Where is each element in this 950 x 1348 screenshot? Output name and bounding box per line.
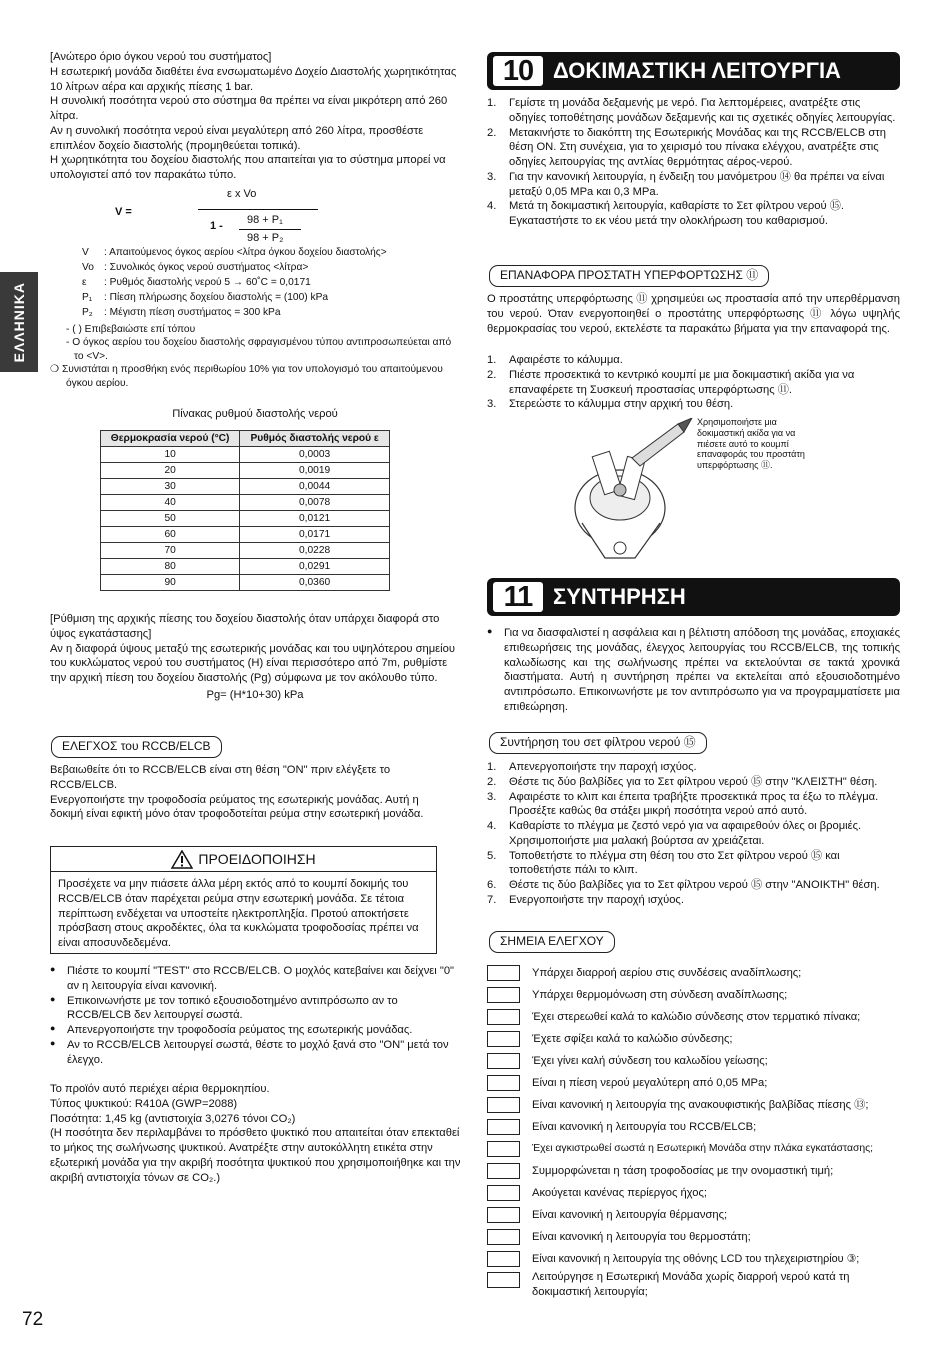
pressure-heading: [Ρύθμιση της αρχικής πίεσης του δοχείου διαστολής όταν υπάρχει διαφορά στο ύψος εγκατάστασης] <box>50 613 440 640</box>
legend-key: P₂ <box>82 307 93 318</box>
formula-fraction-line <box>198 209 318 210</box>
section-11-header <box>487 578 900 616</box>
language-tab <box>0 272 38 372</box>
cell: 0,0044 <box>240 479 390 495</box>
rccb-paragraph: Ενεργοποιήστε την τροφοδοσία ρεύματος της εσωτερικής μονάδας. Αυτή η δοκιμή είναι εφικτή μόνο όταν τροφοδοτείται ρεύμα στην εσωτερική μονάδα. <box>50 793 424 821</box>
legend-desc: : Συνολικός όγκος νερού συστήματος <λίτρα> <box>104 262 309 273</box>
formula-inner-top: 98 + P₁ <box>247 214 283 226</box>
intro-paragraph: Η συνολική ποσότητα νερού στο σύστημα θα πρέπει να είναι μικρότερη από 260 λίτρα. <box>50 95 448 123</box>
section-number: 10 <box>493 56 543 86</box>
refrigerant-line: Τύπος ψυκτικού: R410A (GWP=2088) <box>50 1097 238 1110</box>
warning-triangle-icon <box>171 850 193 869</box>
cell: 0,0078 <box>240 495 390 511</box>
list-item <box>487 368 900 398</box>
step-number: 3. <box>487 790 497 803</box>
expansion-formula <box>115 187 345 247</box>
table-row <box>101 527 390 543</box>
check-label: Έχει στερεωθεί καλά το καλώδιο σύνδεσης στον τερματικό πίνακα; <box>532 1010 861 1023</box>
step-number: 1. <box>487 354 497 366</box>
check-row <box>487 1072 907 1094</box>
list-item <box>487 397 900 412</box>
list-item <box>487 199 900 229</box>
list-item <box>487 760 900 775</box>
checkbox[interactable] <box>487 1272 520 1288</box>
check-label: Έχει γίνει καλή σύνδεση του καλωδίου γείωσης; <box>532 1054 768 1067</box>
check-label: Υπάρχει θερμομόνωση στη σύνδεση αναδίπλωσης; <box>532 988 788 1001</box>
test-run-steps <box>487 96 900 229</box>
check-row <box>487 1138 907 1160</box>
list-item: ● Επικοινωνήστε με τον τοπικό εξουσιοδοτημένο αντιπρόσωπο αν το RCCB/ELCB δεν λειτουργεί σωστά. <box>50 994 460 1024</box>
step-text: Γεμίστε τη μονάδα δεξαμενής με νερό. Για λεπτομέρειες, ανατρέξτε στις οδηγίες τοποθέτησης μονάδων δεξαμενής και τις σχετικές οδηγίες λειτουργίας. <box>509 97 896 124</box>
step-text: Απενεργοποιήστε την παροχή ισχύος. <box>509 761 697 773</box>
note: ❍ Συνιστάται η προσθήκη ενός περιθωρίου 10% για τον υπολογισμό του απαιτούμενου όγκου αερίου. <box>50 364 443 389</box>
cell: 90 <box>101 575 240 591</box>
checkbox[interactable] <box>487 1251 520 1267</box>
pressure-paragraph: Αν η διαφορά ύψους μεταξύ της εσωτερικής μονάδας και του υψηλότερου σημείου του κυκλώματος νερού του συστήματος (H) είναι περισσότερο από 7m, ρυθμίστε την αρχική πίεση του δοχείου διαστολής (Pg) σύμφωνα με τον ακόλουθο τύπο. <box>50 642 455 685</box>
step-number: 2. <box>487 775 497 788</box>
check-row <box>487 1160 907 1182</box>
check-row <box>487 1006 907 1028</box>
rccb-check-text <box>50 763 440 822</box>
check-label: Είναι κανονική η λειτουργία του θερμοστάτη; <box>532 1230 751 1243</box>
checkbox[interactable] <box>487 1207 520 1223</box>
section-title: ΣΥΝΤΗΡΗΣΗ <box>553 584 686 610</box>
cell: 40 <box>101 495 240 511</box>
column-header: Θερμοκρασία νερού (°C) <box>101 431 240 447</box>
list-item <box>487 170 900 200</box>
check-label: Έχει αγκιστρωθεί σωστά η Εσωτερική Μονάδα στην πλάκα εγκατάστασης; <box>532 1143 874 1155</box>
list-item <box>487 96 900 126</box>
formula-one-minus: 1 - <box>210 220 223 232</box>
list-item: ● Απενεργοποιήστε την τροφοδοσία ρεύματος της εσωτερικής μονάδας. <box>50 1023 460 1038</box>
check-label: Ακούγεται κανένας περίεργος ήχος; <box>532 1186 707 1199</box>
step-text: Καθαρίστε το πλέγμα με ζεστό νερό για να αφαιρεθούν όλες οι βρομιές. Χρησιμοποιήστε μια μαλακή βούρτσα αν χρειάζεται. <box>509 820 862 847</box>
check-label: Έχετε σφίξει καλά το καλώδιο σύνδεσης; <box>532 1032 733 1045</box>
table-row <box>101 575 390 591</box>
page-number: 72 <box>22 1309 44 1330</box>
intro-paragraph: Η εσωτερική μονάδα διαθέτει ένα ενσωματωμένο Δοχείο Διαστολής χωρητικότητας 10 λίτρων αέρα και αρχικής πίεσης 1 bar. <box>50 65 457 93</box>
check-label: Συμμορφώνεται η τάση τροφοδοσίας με την ονομαστική τιμή; <box>532 1164 834 1177</box>
table-row <box>101 543 390 559</box>
check-row <box>487 1270 907 1300</box>
expansion-rate-table <box>100 430 390 591</box>
list-item <box>487 775 900 790</box>
formula-inner-bottom: 98 + P₂ <box>247 232 284 244</box>
check-row <box>487 962 907 984</box>
step-text: Ενεργοποιήστε την παροχή ισχύος. <box>509 894 684 907</box>
list-item <box>487 849 900 879</box>
check-row <box>487 1028 907 1050</box>
cell: 0,0291 <box>240 559 390 575</box>
step-text: Αφαιρέστε το κάλυμμα. <box>509 354 623 366</box>
formula-inner-line <box>239 229 301 230</box>
step-text: Για την κανονική λειτουργία, η ένδειξη του μανόμετρου ⑭ θα πρέπει να είναι μεταξύ 0,05 MPa και 0,3 MPa. <box>509 170 885 198</box>
step-number: 7. <box>487 894 497 907</box>
step-text: Στερεώστε το κάλυμμα στην αρχική του θέση. <box>509 398 734 411</box>
step-text: Τοποθετήστε το πλέγμα στη θέση του στο Σετ φίλτρου νερού ⑮ και τοποθετήστε πάλι το κλιπ. <box>509 849 840 877</box>
checkbox[interactable] <box>487 1119 520 1135</box>
list-item: ● Αν το RCCB/ELCB λειτουργεί σωστά, θέστε το μοχλό ξανά στο "ON" μετά τον έλεγχο. <box>50 1038 460 1068</box>
legend-row <box>82 246 387 261</box>
checkbox[interactable] <box>487 1163 520 1179</box>
pg-formula: Pg= (H*10+30) kPa <box>206 688 304 701</box>
check-row <box>487 984 907 1006</box>
list-item <box>487 353 900 368</box>
filter-maintenance-title: Συντήρηση του σετ φίλτρου νερού ⑮ <box>489 732 707 754</box>
cell: 0,0228 <box>240 543 390 559</box>
check-row <box>487 1226 907 1248</box>
check-label: Υπάρχει διαρροή αερίου στις συνδέσεις αναδίπλωσης; <box>532 966 802 979</box>
step-number: 4. <box>487 820 497 833</box>
formula-numerator: ε x Vo <box>227 188 257 200</box>
formula-v: V = <box>115 206 132 218</box>
list-item <box>487 790 900 820</box>
check-points-list <box>487 962 907 1300</box>
check-row <box>487 1248 907 1270</box>
section-10-header <box>487 52 900 90</box>
legend-key: Vo <box>82 262 94 273</box>
cell: 0,0171 <box>240 527 390 543</box>
table-row <box>101 559 390 575</box>
note: - Ο όγκος αερίου του δοχείου διαστολής σφραγισμένου τύπου αντιπροσωπεύεται από το <V>. <box>66 337 452 362</box>
checkbox[interactable] <box>487 1009 520 1025</box>
pressure-setting <box>50 612 460 703</box>
formula-notes <box>50 323 456 390</box>
step-text: Αφαιρέστε το κλιπ και έπειτα τραβήξτε προσεκτικά προς τα έξω το πλέγμα. Προσέξτε καθώς θα στάξει μικρή ποσότητα νερού από αυτό. <box>509 790 879 818</box>
step-number: 2. <box>487 126 497 139</box>
table-row <box>101 463 390 479</box>
intro-paragraph: Η χωρητικότητα του δοχείου διαστολής που απαιτείται για το σύστημα μπορεί να υπολογιστεί από τον παρακάτω τύπο. <box>50 154 446 182</box>
step-number: 5. <box>487 849 497 862</box>
rccb-paragraph: Βεβαιωθείτε ότι το RCCB/ELCB είναι στη θέση "ON" πριν ελέγξετε το RCCB/ELCB. <box>50 764 391 791</box>
step-number: 3. <box>487 398 497 411</box>
step-text: Θέστε τις δύο βαλβίδες για το Σετ φίλτρου νερού ⑮ στην "ΚΛΕΙΣΤΗ" θέση. <box>509 775 878 788</box>
refrigerant-line: Ποσότητα: 1,45 kg (αντιστοιχία 3,0276 τόνοι CO₂) <box>50 1112 296 1125</box>
legend-row <box>82 276 387 291</box>
legend-desc: : Ρυθμός διαστολής νερού 5 → 60˚C = 0,0171 <box>104 277 311 288</box>
note: - ( ) Επιβεβαιώστε επί τόπου <box>66 324 196 335</box>
checkbox[interactable] <box>487 987 520 1003</box>
table-row <box>101 447 390 463</box>
checkbox[interactable] <box>487 965 520 981</box>
legend-desc: : Απαιτούμενος όγκος αερίου <λίτρα όγκου δοχείου διαστολής> <box>104 247 387 258</box>
legend-row <box>82 291 387 306</box>
cell: 20 <box>101 463 240 479</box>
overload-protector-illustration <box>560 418 700 568</box>
refrigerant-info <box>50 1082 462 1185</box>
cell: 30 <box>101 479 240 495</box>
table-row <box>101 511 390 527</box>
step-number: 1. <box>487 761 497 773</box>
list-item <box>487 819 900 849</box>
step-text: Μετακινήστε το διακόπτη της Εσωτερικής Μονάδας και της RCCB/ELCB στη θέση ON. Στη συνέχεια, για το χειρισμό του πίνακα ελέγχου, ανατρέξτε στις οδηγίες λειτουργίας της αντλίας θερμότητας αέρος-νερού. <box>509 126 886 169</box>
warning-text: Προσέχετε να μην πιάσετε άλλα μέρη εκτός από το κουμπί δοκιμής του RCCB/ELCB όταν παρέχεται ρεύμα στην εσωτερική μονάδα. Σε τέτοια περίπτωση ενδέχεται να υποστείτε ηλεκτροπληξία. Προτού αποκτήσετε πρόσβαση στους ακροδέκτες, όλα τα κυκλώματα τροφοδοσίας πρέπει να είναι αποσυνδεδεμένα. <box>58 878 419 950</box>
cell: 0,0360 <box>240 575 390 591</box>
intro-heading: [Ανώτερο όριο όγκου νερού του συστήματος] <box>50 51 272 63</box>
checkbox[interactable] <box>487 1185 520 1201</box>
intro-paragraph: Αν η συνολική ποσότητα νερού είναι μεγαλύτερη από 260 λίτρα, προσθέστε επιπλέον δοχείο διαστολής (προμηθεύεται τοπικά). <box>50 124 424 152</box>
warning-header <box>51 847 436 872</box>
overload-reset-title: ΕΠΑΝΑΦΟΡΑ ΠΡΟΣΤΑΤΗ ΥΠΕΡΦΟΡΤΩΣΗΣ ⑪ <box>489 265 769 287</box>
step-text: Μετά τη δοκιμαστική λειτουργία, καθαρίστε το Σετ φίλτρου νερού ⑮. Εγκαταστήστε το εκ νέου μετά την ολοκλήρωση του καθαρισμού. <box>509 200 845 228</box>
overload-reset-text: Ο προστάτης υπερφόρτωσης ⑪ χρησιμεύει ως προστασία από την υπερθέρμανση του νερού. Όταν ενεργοποιηθεί ο προστάτης υπερφόρτωσης ⑪ λόγω υψηλής θερμοκρασίας του νερού, εκτελέστε τα παρακάτω βήματα για την επαναφορά της. <box>487 293 900 335</box>
step-number: 4. <box>487 200 497 213</box>
maintenance-list <box>487 626 900 715</box>
legend-key: V <box>82 247 89 258</box>
step-text: Θέστε τις δύο βαλβίδες για το Σετ φίλτρου νερού ⑮ στην "ΑΝΟΙΚΤΗ" θέση. <box>509 879 880 892</box>
cell: 80 <box>101 559 240 575</box>
refrigerant-line: (Η ποσότητα δεν περιλαμβάνει το πρόσθετο ψυκτικό που απαιτείται όταν επεκταθεί το μήκος της σωλήνωσης ψυκτικού. Ανατρέξτε στην αυτοκόλλητη ετικέτα στην εξωτερική μονάδα για την ακριβή ποσότητα ψυκτικού που χρησιμοποιήθηκε και την ακριβή αντιστοιχία τόνων σε CO₂.) <box>50 1127 461 1184</box>
check-row <box>487 1116 907 1138</box>
legend-key: P₁ <box>82 292 93 303</box>
check-label: Είναι κανονική η λειτουργία της ανακουφιστικής βαλβίδας πίεσης ⑬; <box>532 1098 869 1111</box>
cell: 70 <box>101 543 240 559</box>
checkbox[interactable] <box>487 1031 520 1047</box>
step-number: 2. <box>487 368 497 381</box>
rccb-test-list <box>50 964 460 1067</box>
cell: 0,0019 <box>240 463 390 479</box>
check-row <box>487 1182 907 1204</box>
refrigerant-line: Το προϊόν αυτό περιέχει αέρια θερμοκηπίου. <box>50 1083 270 1095</box>
check-row <box>487 1204 907 1226</box>
list-item: ● Πιέστε το κουμπί "TEST" στο RCCB/ELCB. Ο μοχλός κατεβαίνει και δείχνει "0" αν η λειτουργία είναι κανονική. <box>50 964 460 994</box>
check-label: Είναι η πίεση νερού μεγαλύτερη από 0,05 MPa; <box>532 1076 768 1089</box>
legend-desc: : Μέγιστη πίεση συστήματος = 300 kPa <box>104 307 281 318</box>
list-item <box>487 126 900 170</box>
table-row <box>101 495 390 511</box>
language-tab-label: ΕΛΛΗΝΙΚΑ <box>10 281 27 363</box>
step-number: 6. <box>487 879 497 892</box>
check-row <box>487 1094 907 1116</box>
checkbox[interactable] <box>487 1075 520 1091</box>
list-item <box>487 878 900 893</box>
step-text: Πιέστε προσεκτικά το κεντρικό κουμπί με μια δοκιμαστική ακίδα για να επαναφέρετε τη Συσκευή προστασίας υπερφόρτωσης ⑪. <box>509 368 855 396</box>
checkbox[interactable] <box>487 1053 520 1069</box>
rccb-check-title: ΕΛΕΓΧΟΣ του RCCB/ELCB <box>51 736 222 758</box>
section-title: ΔΟΚΙΜΑΣΤΙΚΗ ΛΕΙΤΟΥΡΓΙΑ <box>553 58 841 84</box>
legend-row <box>82 306 387 321</box>
table-title: Πίνακας ρυθμού διαστολής νερού <box>172 408 338 420</box>
check-label: Λειτούργησε η Εσωτερική Μονάδα χωρίς διαρροή νερού κατά τη δοκιμαστική λειτουργία; <box>532 1271 850 1298</box>
check-label: Είναι κανονική η λειτουργία θέρμανσης; <box>532 1208 728 1221</box>
checkbox[interactable] <box>487 1141 520 1157</box>
table-header-row <box>101 431 390 447</box>
check-label: Είναι κανονική η λειτουργία του RCCB/ELCB; <box>532 1120 757 1133</box>
filter-maintenance-steps <box>487 760 900 908</box>
check-points-title: ΣΗΜΕΙΑ ΕΛΕΓΧΟΥ <box>489 931 615 953</box>
cell: 60 <box>101 527 240 543</box>
legend-row <box>82 261 387 276</box>
table-row <box>101 479 390 495</box>
step-number: 3. <box>487 170 497 183</box>
list-item: ● Για να διασφαλιστεί η ασφάλεια και η βέλτιστη απόδοση της μονάδας, εποχιακές επιθεωρήσεις της μονάδας, έλεγχος λειτουργίας του RCCB/ELCB, της τοπικής καλωδίωσης και της σωλήνωσης πρέπει να εκτελούνται σε τακτά χρονικά διαστήματα. Αυτή η συντήρηση πρέπει να εκτελείται από εξουσιοδοτημένο αντιπρόσωπο. Επικοινωνήστε με τον αντιπρόσωπο για να προγραμματίσετε μια επιθεώρηση. <box>487 626 900 715</box>
column-header: Ρυθμός διαστολής νερού ε <box>240 431 390 447</box>
checkbox[interactable] <box>487 1097 520 1113</box>
cell: 0,0003 <box>240 447 390 463</box>
checkbox[interactable] <box>487 1229 520 1245</box>
legend-desc: : Πίεση πλήρωσης δοχείου διαστολής = (100) kPa <box>104 292 329 303</box>
cell: 50 <box>101 511 240 527</box>
water-volume-intro <box>50 50 460 183</box>
list-item <box>487 893 900 908</box>
warning-title: ΠΡΟΕΙΔΟΠΟΙΗΣΗ <box>198 850 316 867</box>
figure-caption: Χρησιμοποιήστε μια δοκιμαστική ακίδα για να πιέσετε αυτό το κουμπί επαναφοράς του προστάτη υπερφόρτωσης ⑪. <box>697 417 805 471</box>
check-row <box>487 1050 907 1072</box>
overload-reset-steps <box>487 353 900 412</box>
cell: 0,0121 <box>240 511 390 527</box>
legend-key: ε <box>82 277 87 288</box>
step-number: 1. <box>487 97 497 109</box>
section-number: 11 <box>493 582 543 612</box>
formula-legend <box>82 246 387 321</box>
warning-box <box>50 846 437 954</box>
cell: 10 <box>101 447 240 463</box>
check-label: Είναι κανονική η λειτουργία της οθόνης LCD του τηλεχειριστηρίου ③; <box>532 1252 860 1265</box>
